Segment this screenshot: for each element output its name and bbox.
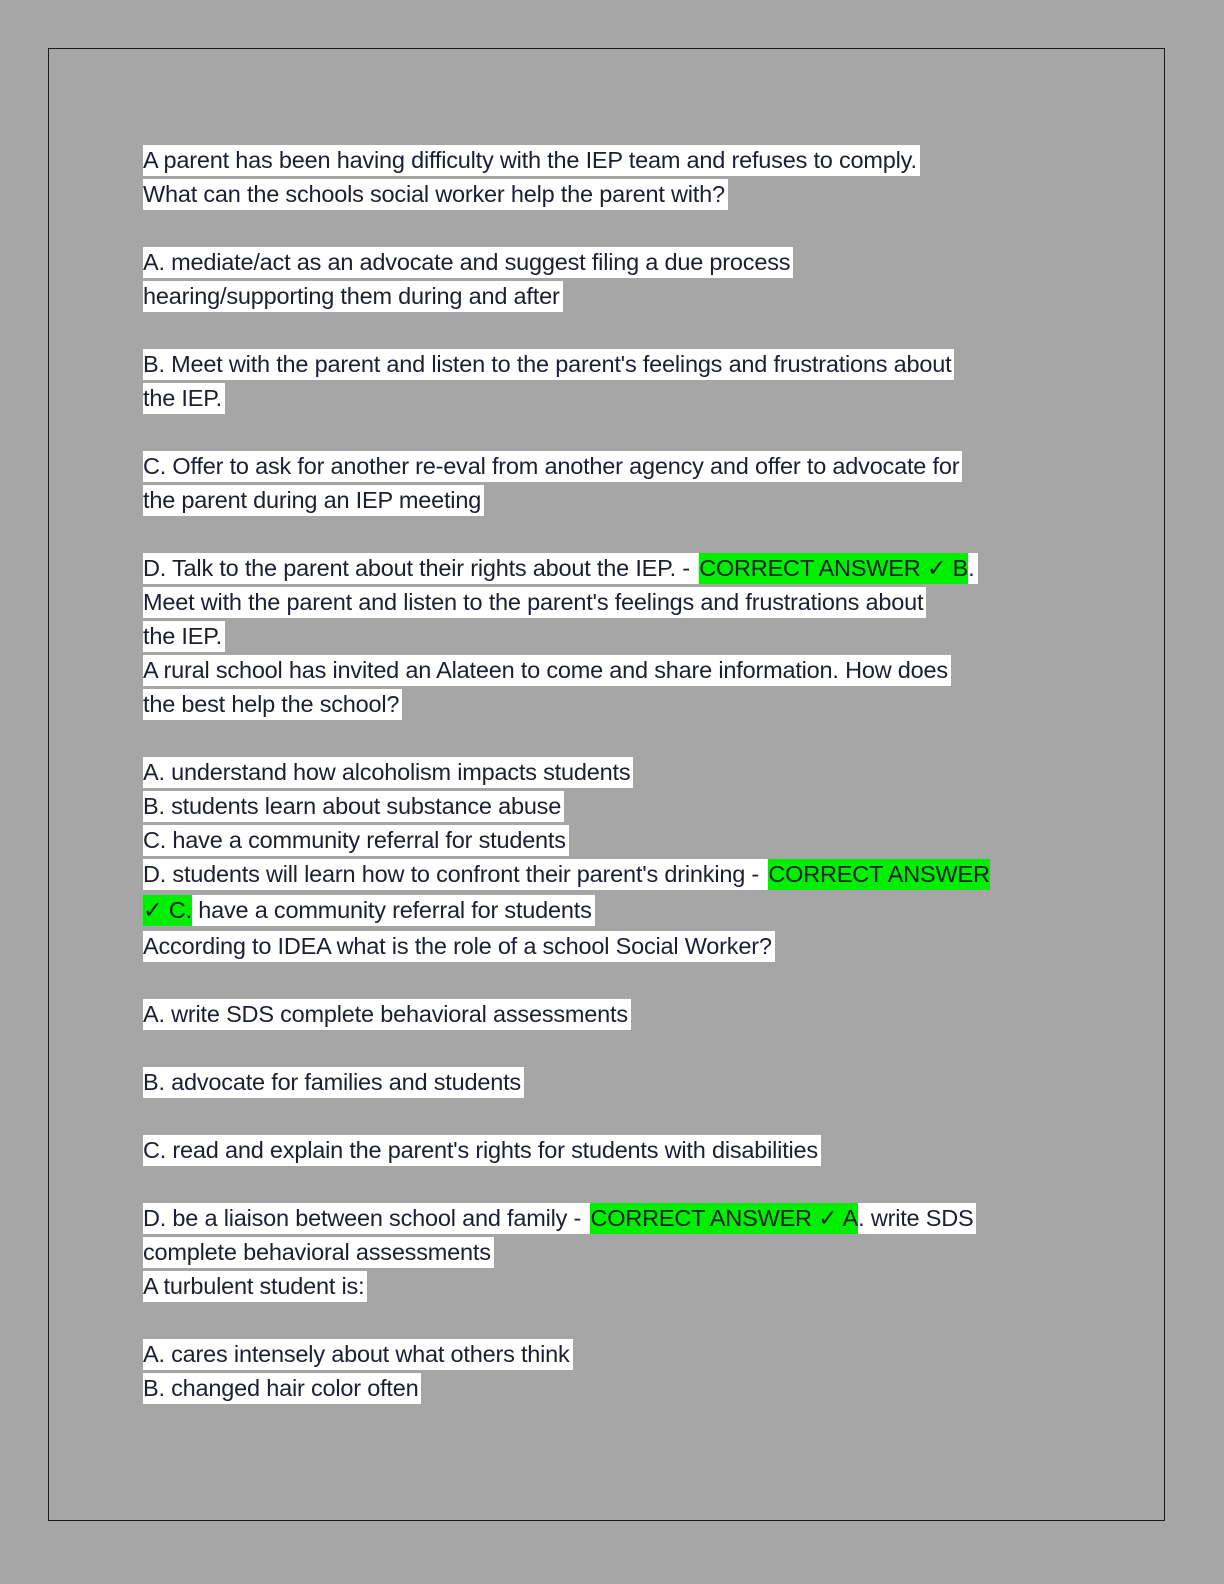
text-line	[143, 381, 1083, 415]
paragraph-gap	[143, 313, 1083, 347]
highlighted-text: the parent during an IEP meeting	[143, 485, 484, 516]
paragraph-gap	[143, 415, 1083, 449]
paragraph-gap	[143, 1303, 1083, 1337]
highlighted-text: B. advocate for families and students	[143, 1067, 524, 1098]
highlighted-text: the best help the school?	[143, 689, 402, 720]
highlighted-text: A. understand how alcoholism impacts students	[143, 757, 633, 788]
text-line	[143, 1065, 1083, 1099]
correct-answer-marker: ✓ C.	[143, 895, 192, 926]
text-line	[143, 1337, 1083, 1371]
highlighted-text: A. write SDS complete behavioral assessments	[143, 999, 631, 1030]
text-line	[143, 1371, 1083, 1405]
highlighted-text: B. changed hair color often	[143, 1373, 421, 1404]
highlighted-text: B. students learn about substance abuse	[143, 791, 564, 822]
text-line	[143, 755, 1083, 789]
paragraph-gap	[143, 963, 1083, 997]
highlighted-text: D. Talk to the parent about their rights about the IEP. -	[143, 553, 699, 584]
highlighted-text: B. Meet with the parent and listen to the parent's feelings and frustrations about	[143, 349, 954, 380]
correct-answer-marker: CORRECT ANSWER ✓ B	[699, 553, 968, 584]
highlighted-text: have a community referral for students	[192, 895, 595, 926]
highlighted-text: Meet with the parent and listen to the parent's feelings and frustrations about	[143, 587, 926, 618]
paragraph-gap	[143, 1099, 1083, 1133]
text-line	[143, 177, 1083, 211]
highlighted-text: complete behavioral assessments	[143, 1237, 494, 1268]
text-line	[143, 687, 1083, 721]
highlighted-text: A. cares intensely about what others think	[143, 1339, 573, 1370]
highlighted-text: D. students will learn how to confront their parent's drinking -	[143, 859, 768, 890]
document-content	[143, 143, 1083, 1405]
text-line	[143, 279, 1083, 313]
text-line	[143, 143, 1083, 177]
highlighted-text: A. mediate/act as an advocate and suggest filing a due process	[143, 247, 793, 278]
highlighted-text: C. read and explain the parent's rights for students with disabilities	[143, 1135, 821, 1166]
answer-line	[143, 891, 1083, 929]
answer-line	[143, 551, 1083, 585]
highlighted-text: C. have a community referral for students	[143, 825, 569, 856]
text-line	[143, 789, 1083, 823]
text-line	[143, 585, 1083, 619]
highlighted-text: What can the schools social worker help the parent with?	[143, 179, 728, 210]
paragraph-gap	[143, 1167, 1083, 1201]
highlighted-text: . write SDS	[858, 1203, 976, 1234]
answer-line	[143, 1201, 1083, 1235]
highlighted-text: the IEP.	[143, 383, 225, 414]
highlighted-text: .	[968, 553, 977, 584]
answer-line	[143, 857, 1083, 891]
text-line	[143, 1133, 1083, 1167]
text-line	[143, 449, 1083, 483]
correct-answer-marker: CORRECT ANSWER	[768, 859, 989, 890]
text-line	[143, 1269, 1083, 1303]
paragraph-gap	[143, 211, 1083, 245]
highlighted-text: hearing/supporting them during and after	[143, 281, 563, 312]
text-line	[143, 347, 1083, 381]
text-line	[143, 653, 1083, 687]
paragraph-gap	[143, 517, 1083, 551]
highlighted-text: According to IDEA what is the role of a school Social Worker?	[143, 931, 775, 962]
text-line	[143, 483, 1083, 517]
text-line	[143, 245, 1083, 279]
correct-answer-marker: CORRECT ANSWER ✓ A	[590, 1203, 858, 1234]
text-line	[143, 619, 1083, 653]
paragraph-gap	[143, 1031, 1083, 1065]
text-line	[143, 929, 1083, 963]
text-line	[143, 823, 1083, 857]
highlighted-text: A rural school has invited an Alateen to come and share information. How does	[143, 655, 951, 686]
highlighted-text: C. Offer to ask for another re-eval from another agency and offer to advocate for	[143, 451, 962, 482]
highlighted-text: D. be a liaison between school and family -	[143, 1203, 590, 1234]
text-line	[143, 997, 1083, 1031]
highlighted-text: the IEP.	[143, 621, 225, 652]
text-line	[143, 1235, 1083, 1269]
highlighted-text: A parent has been having difficulty with the IEP team and refuses to comply.	[143, 145, 920, 176]
highlighted-text: A turbulent student is:	[143, 1271, 367, 1302]
paragraph-gap	[143, 721, 1083, 755]
